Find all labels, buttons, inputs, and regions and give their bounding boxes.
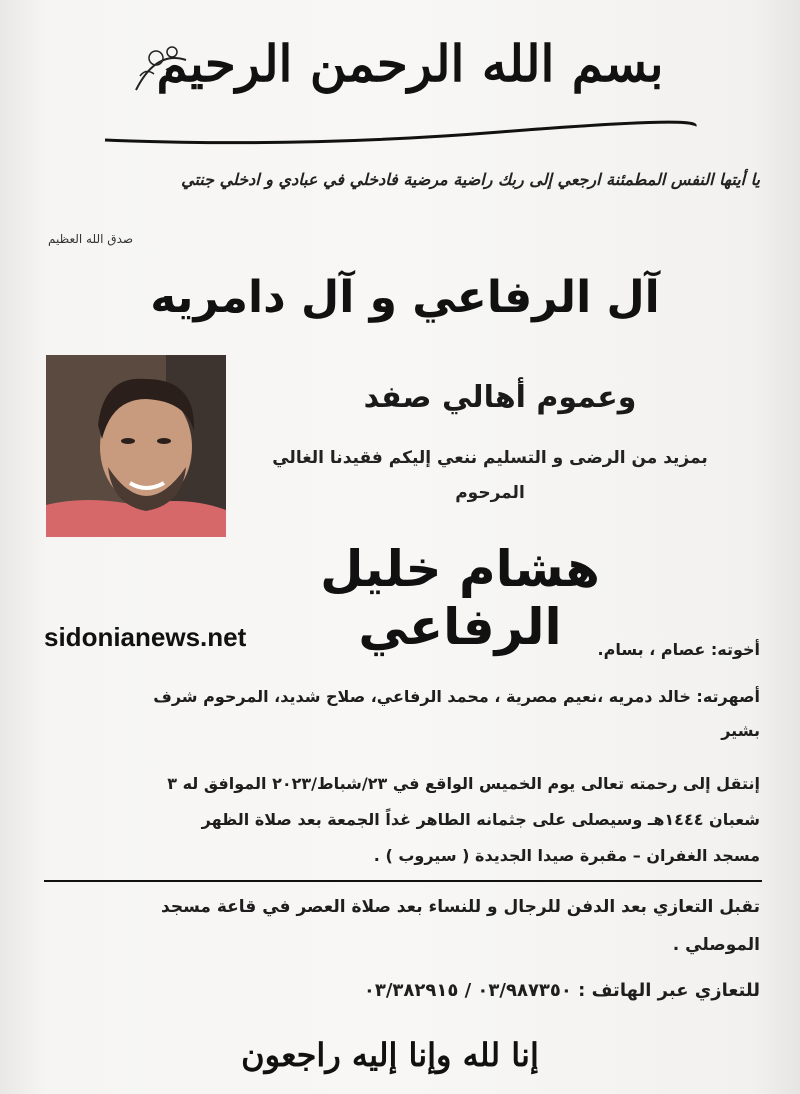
inlaws-line-2: بشير <box>721 721 760 740</box>
condolences-block <box>60 888 760 964</box>
death-line-1: إنتقل إلى رحمته تعالى يوم الخميس الواقع في ٢٣/شباط/٢٠٢٣ الموافق له ٣ <box>167 774 760 793</box>
brothers-line: أخوته: عصام ، بسام. <box>597 640 760 659</box>
divider-line <box>44 880 762 882</box>
condolences-line-2: الموصلي . <box>672 935 760 955</box>
quran-verse: يا أيتها النفس المطمئنة ارجعي إلى ربك راضية مرضية فادخلي في عبادي و ادخلي جنتي <box>181 170 760 189</box>
inlaws-line-1: أصهرته: خالد دمريه ،نعيم مصرية ، محمد الرفاعي، صلاح شديد، المرحوم شرف <box>153 687 760 706</box>
condolence-phone: للتعازي عبر الهاتف : ٠٣/٩٨٧٣٥٠ / ٠٣/٣٨٢٩١٥ <box>363 980 760 1001</box>
deceased-photo <box>46 355 226 537</box>
death-details <box>60 766 760 874</box>
death-line-2: شعبان ١٤٤٤هـ وسيصلى على جثمانه الطاهر غداً الجمعة بعد صلاة الظهر <box>201 810 760 829</box>
basmala-calligraphy: بسم الله الرحمن الرحيم <box>156 34 664 93</box>
innalillah-calligraphy: إنا لله وإنا إليه راجعون <box>241 1036 539 1074</box>
death-line-3: مسجد الغفران – مقبرة صيدا الجديدة ( سيروب ) . <box>373 846 760 865</box>
inlaws-block <box>60 680 760 748</box>
ahali-safad: وعموم أهالي صفد <box>363 380 637 415</box>
announcement-text: بمزيد من الرضى و التسليم ننعي إليكم فقيدنا الغالي <box>272 448 708 468</box>
families-title: آل الرفاعي و آل دامريه <box>150 272 660 323</box>
sadaqa-text: صدق الله العظيم <box>48 232 134 246</box>
condolences-line-1: تقبل التعازي بعد الدفن للرجال و للنساء بعد صلاة العصر في قاعة مسجد <box>161 897 760 917</box>
deceased-name: هشام خليل الرفاعي <box>320 540 600 656</box>
website-watermark: sidonianews.net <box>44 622 247 652</box>
basmala-stroke <box>100 118 700 148</box>
marhoum-label: المرحوم <box>455 483 525 503</box>
